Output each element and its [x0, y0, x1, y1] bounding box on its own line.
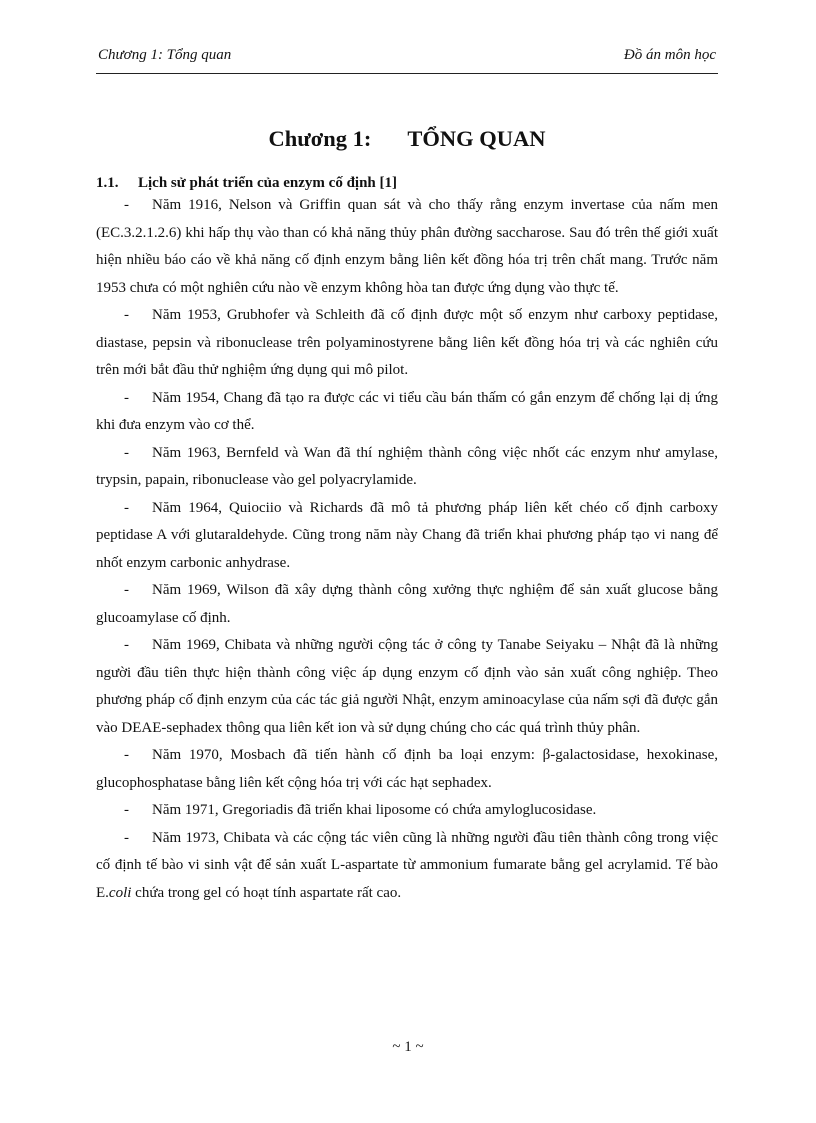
header-chapter: Chương 1: Tổng quan: [98, 47, 232, 63]
paragraph-1971: - Năm 1971, Gregoriadis đã triển khai liposome có chứa amyloglucosidase.: [124, 802, 597, 818]
chapter-title: [96, 126, 718, 152]
section-heading: [96, 175, 397, 192]
page-number: ~ 1 ~: [392, 1039, 424, 1055]
paragraph-1916: - Năm 1916, Nelson và Griffin quan sát và cho thấy rằng enzym invertase của nấm men (EC.3.2.1.2.6) khi hấp thụ vào than có khả năng thủy phân đường saccharose. Sau đó trên thế giới xuất hiện nhiều báo cáo về khả năng cố định enzym bằng liên kết đồng hóa trị trên chất mang. Trước năm 1953 chưa có một nghiên cứu nào về enzym không hòa tan được ứng dụng vào thực tế.: [96, 197, 718, 296]
paragraph-1953: - Năm 1953, Grubhofer và Schleith đã cố định được một số enzym như carboxy peptidase, diastase, pepsin và ribonuclease trên polyaminostyrene bằng liên kết đồng hóa trị và các nghiên cứu trên mới bắt đầu thử nghiệm ứng dụng qui mô pilot.: [96, 307, 718, 378]
document-body: [96, 192, 718, 907]
paragraph-1963: - Năm 1963, Bernfeld và Wan đã thí nghiệm thành công việc nhốt các enzym như amylase, trypsin, papain, ribonuclease vào gel polyacrylamide.: [96, 444, 718, 488]
page-header: [96, 47, 718, 69]
paragraph-1969-wilson: - Năm 1969, Wilson đã xây dựng thành công xưởng thực nghiệm để sản xuất glucose bằng glucoamylase cố định.: [96, 582, 718, 626]
paragraph-1964: - Năm 1964, Quiociio và Richards đã mô tả phương pháp liên kết chéo cố định carboxy peptidase A với glutaraldehyde. Cũng trong năm này Chang đã triển khai phương pháp tạo vi nang để nhốt enzym carbonic anhydrase.: [96, 499, 718, 571]
section-title: Lịch sử phát triển của enzym cố định [1]: [138, 175, 398, 191]
chapter-number: Chương 1:: [268, 126, 372, 151]
paragraph-1954: - Năm 1954, Chang đã tạo ra được các vi tiểu cầu bán thấm có gắn enzym để chống lại dị ứng khi đưa enzym vào cơ thể.: [96, 389, 718, 433]
header-rule: [96, 73, 718, 74]
section-number: 1.1.: [96, 175, 119, 191]
chapter-title-text: TỔNG QUAN: [407, 126, 546, 151]
paragraph-1973: - Năm 1973, Chibata và các cộng tác viên cũng là những người đầu tiên thành công trong việc cố định tế bào vi sinh vật để sản xuất L-aspartate từ ammonium fumarate bằng gel acrylamid. Tế bào E.coli chứa trong gel có hoạt tính aspartate rất cao.: [96, 829, 718, 901]
paragraph-1969-chibata: - Năm 1969, Chibata và những người cộng tác ở công ty Tanabe Seiyaku – Nhật đã là những người đầu tiên thực hiện thành công việc áp dụng enzym cố định vào sản xuất công nghiệp. Theo phương pháp cố định enzym của các tác giả người Nhật, enzym aminoacylase của nấm sợi đã được gắn vào DEAE-sephadex thông qua liên kết ion và sử dụng chúng cho các quá trình thủy phân.: [96, 637, 718, 736]
header-course: Đồ án môn học: [623, 47, 716, 63]
paragraph-1970: - Năm 1970, Mosbach đã tiến hành cố định ba loại enzym: β-galactosidase, hexokinase, glucophosphatase bằng liên kết cộng hóa trị với các hạt sephadex.: [96, 747, 718, 791]
